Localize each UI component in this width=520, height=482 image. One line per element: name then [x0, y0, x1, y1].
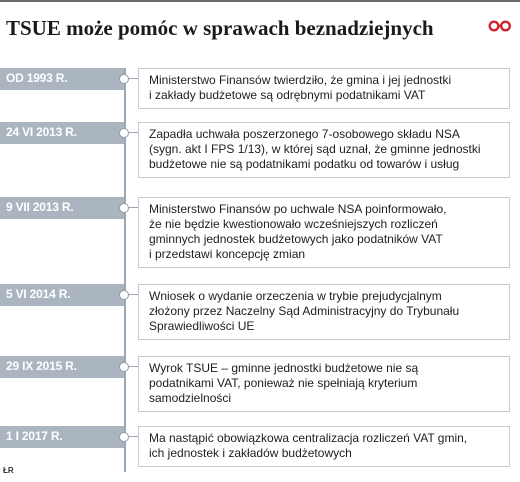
description-line: Wyrok TSUE – gminne jednostki budżetowe nie są — [149, 361, 419, 375]
timeline-dot — [119, 74, 129, 84]
date-label: 9 VII 2013 R. — [6, 200, 74, 214]
date-bar — [0, 284, 124, 306]
description-line: że nie będzie kwestionowało wcześniejszych rozliczeń — [149, 217, 438, 231]
description-line: Ministerstwo Finansów po uchwale NSA poinformowało, — [149, 202, 447, 216]
description-line: budżetowe nie są podatnikami podatku od towarów i usług — [149, 157, 460, 171]
page-title: TSUE może pomóc w sprawach beznadziejnych — [6, 16, 434, 40]
timeline-connector — [129, 294, 138, 295]
description-line: złożony przez Naczelny Sąd Administracyjny do Trybunału — [149, 304, 460, 318]
event-description — [138, 197, 510, 268]
date-label: 24 VI 2013 R. — [6, 125, 77, 139]
timeline-dot — [119, 290, 129, 300]
description-line: Zapadła uchwała poszerzonego 7-osobowego składu NSA — [149, 127, 460, 141]
timeline-connector — [129, 207, 138, 208]
date-bar — [0, 197, 124, 219]
description-line: i przedstawi koncepcję zmian — [149, 247, 306, 261]
description-line: ich jednostek i zakładów budżetowych — [149, 446, 352, 460]
description-line: (sygn. akt I FPS 1/13), w której sąd uznał, że gminne jednostki — [149, 142, 481, 156]
event-description — [138, 284, 510, 340]
timeline-connector — [129, 436, 138, 437]
date-bar — [0, 68, 124, 90]
date-label: OD 1993 R. — [6, 71, 68, 85]
event-description — [138, 426, 510, 467]
date-bar — [0, 356, 124, 378]
description-line: Wniosek o wydanie orzeczenia w trybie prejudycjalnym — [149, 289, 442, 303]
event-description — [138, 122, 510, 178]
event-description — [138, 68, 510, 109]
description-line: gminnych jednostek budżetowych jako podatników VAT — [149, 232, 443, 246]
timeline-connector — [129, 132, 138, 133]
date-bar — [0, 426, 124, 448]
description-line: i zakłady budżetowe są odrębnymi podatnikami VAT — [149, 88, 426, 102]
description-line: Ministerstwo Finansów twierdziło, że gmina i jej jednostki — [149, 73, 452, 87]
timeline-connector — [129, 78, 138, 79]
description-line: podatnikami VAT, ponieważ nie spełniają kryterium — [149, 376, 418, 390]
timeline-dot — [119, 128, 129, 138]
date-label: 1 I 2017 R. — [6, 429, 63, 443]
description-line: Sprawiedliwości UE — [149, 319, 255, 333]
date-label: 5 VI 2014 R. — [6, 287, 71, 301]
date-bar — [0, 122, 124, 144]
timeline-dot — [119, 432, 129, 442]
date-label: 29 IX 2015 R. — [6, 359, 77, 373]
event-description — [138, 356, 510, 412]
timeline-dot — [119, 203, 129, 213]
description-line: Ma nastąpić obowiązkowa centralizacja rozliczeń VAT gmin, — [149, 431, 468, 445]
description-line: samodzielności — [149, 391, 232, 405]
author-credit: ŁR — [3, 466, 14, 475]
timeline-connector — [129, 366, 138, 367]
timeline-dot — [119, 362, 129, 372]
